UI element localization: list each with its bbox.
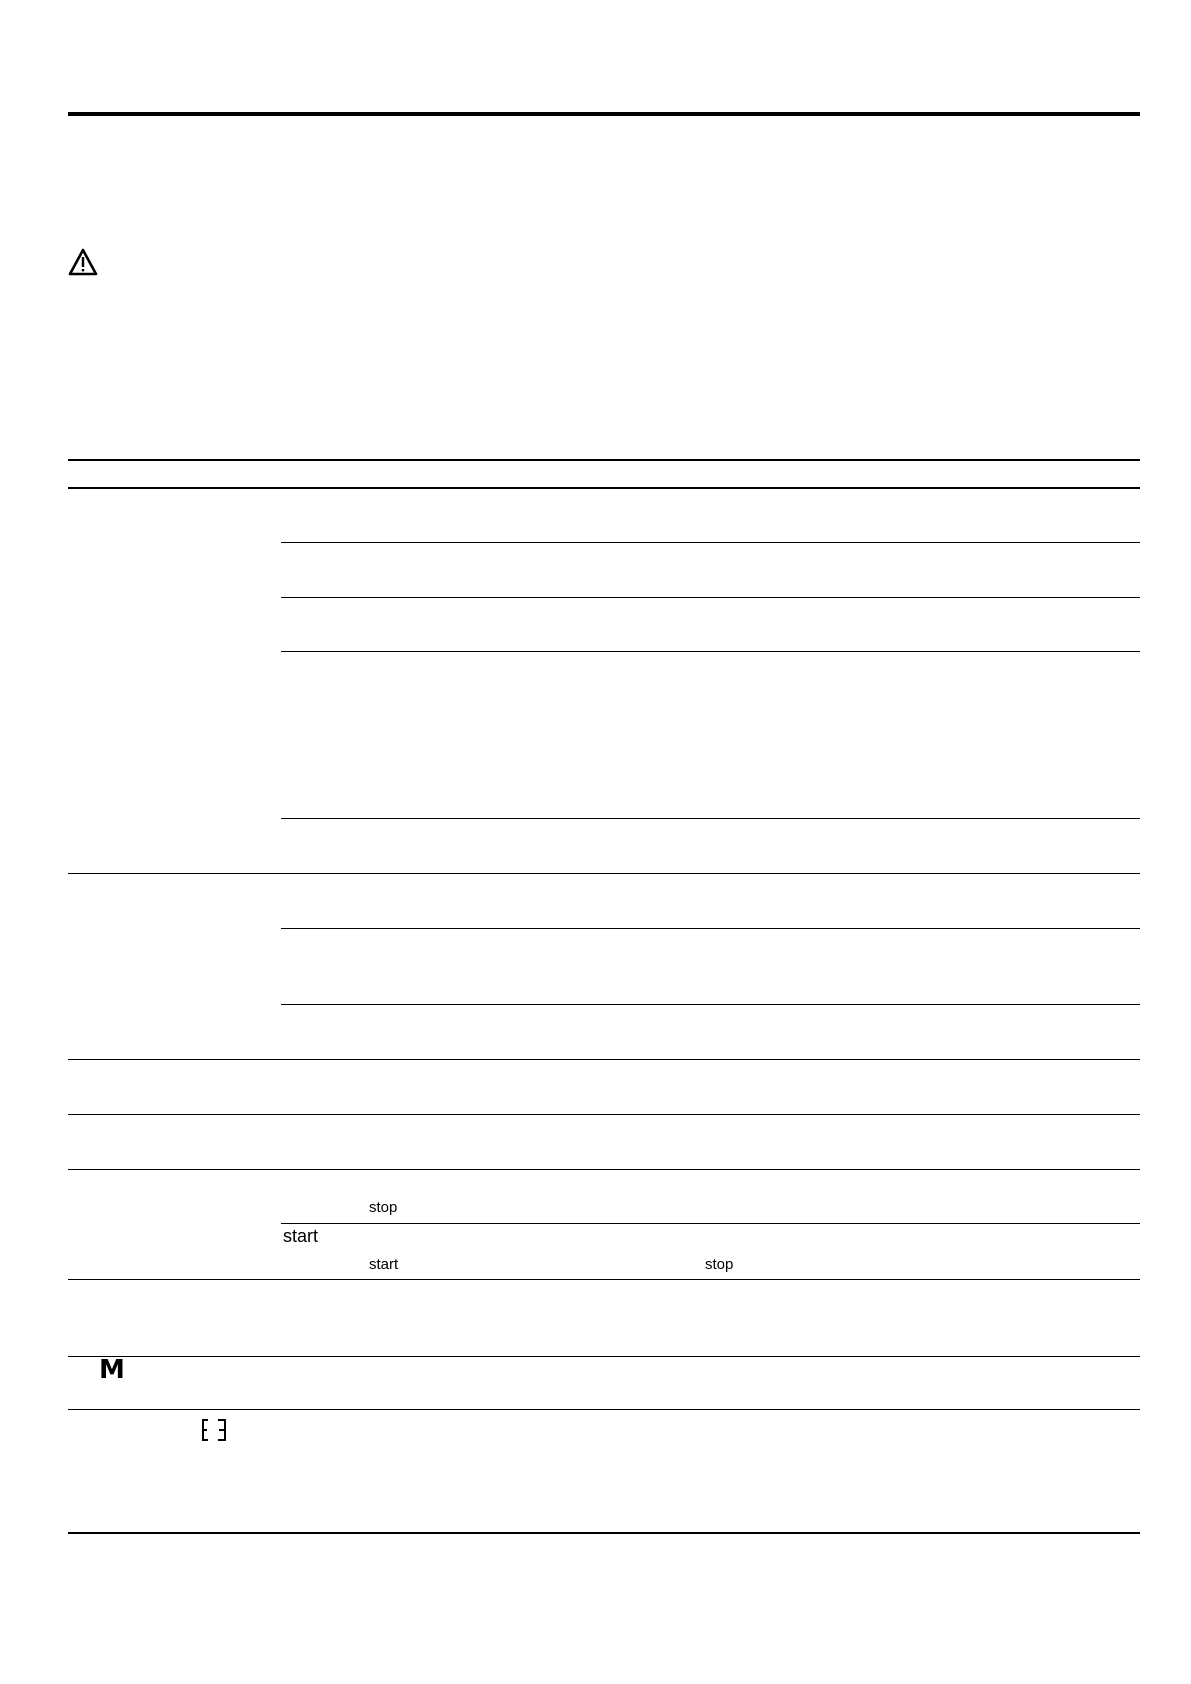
error-code-e3-icon <box>200 1418 230 1442</box>
row-divider <box>281 597 1140 598</box>
table-header-top-rule <box>68 459 1140 461</box>
group-divider <box>68 1114 1140 1115</box>
stop-small-label: stop <box>705 1256 734 1273</box>
row-divider <box>281 1223 1140 1224</box>
start-label: start <box>283 1226 319 1246</box>
m-symbol-icon: M <box>99 1355 125 1385</box>
row-divider <box>281 928 1140 929</box>
row-divider <box>281 1004 1140 1005</box>
group-divider <box>68 873 1140 874</box>
group-divider <box>68 1169 1140 1170</box>
group-divider <box>68 1059 1140 1060</box>
row-divider <box>281 542 1140 543</box>
warning-triangle-icon <box>68 248 98 276</box>
top-heading-rule <box>68 112 1140 116</box>
stop-label: stop <box>369 1199 398 1216</box>
table-header-bottom-rule <box>68 487 1140 489</box>
group-divider <box>68 1279 1140 1280</box>
row-divider <box>281 651 1140 652</box>
row-divider <box>281 818 1140 819</box>
group-divider <box>68 1356 1140 1357</box>
group-divider <box>68 1409 1140 1410</box>
table-bottom-rule <box>68 1532 1140 1534</box>
start-small-label: start <box>369 1256 399 1273</box>
